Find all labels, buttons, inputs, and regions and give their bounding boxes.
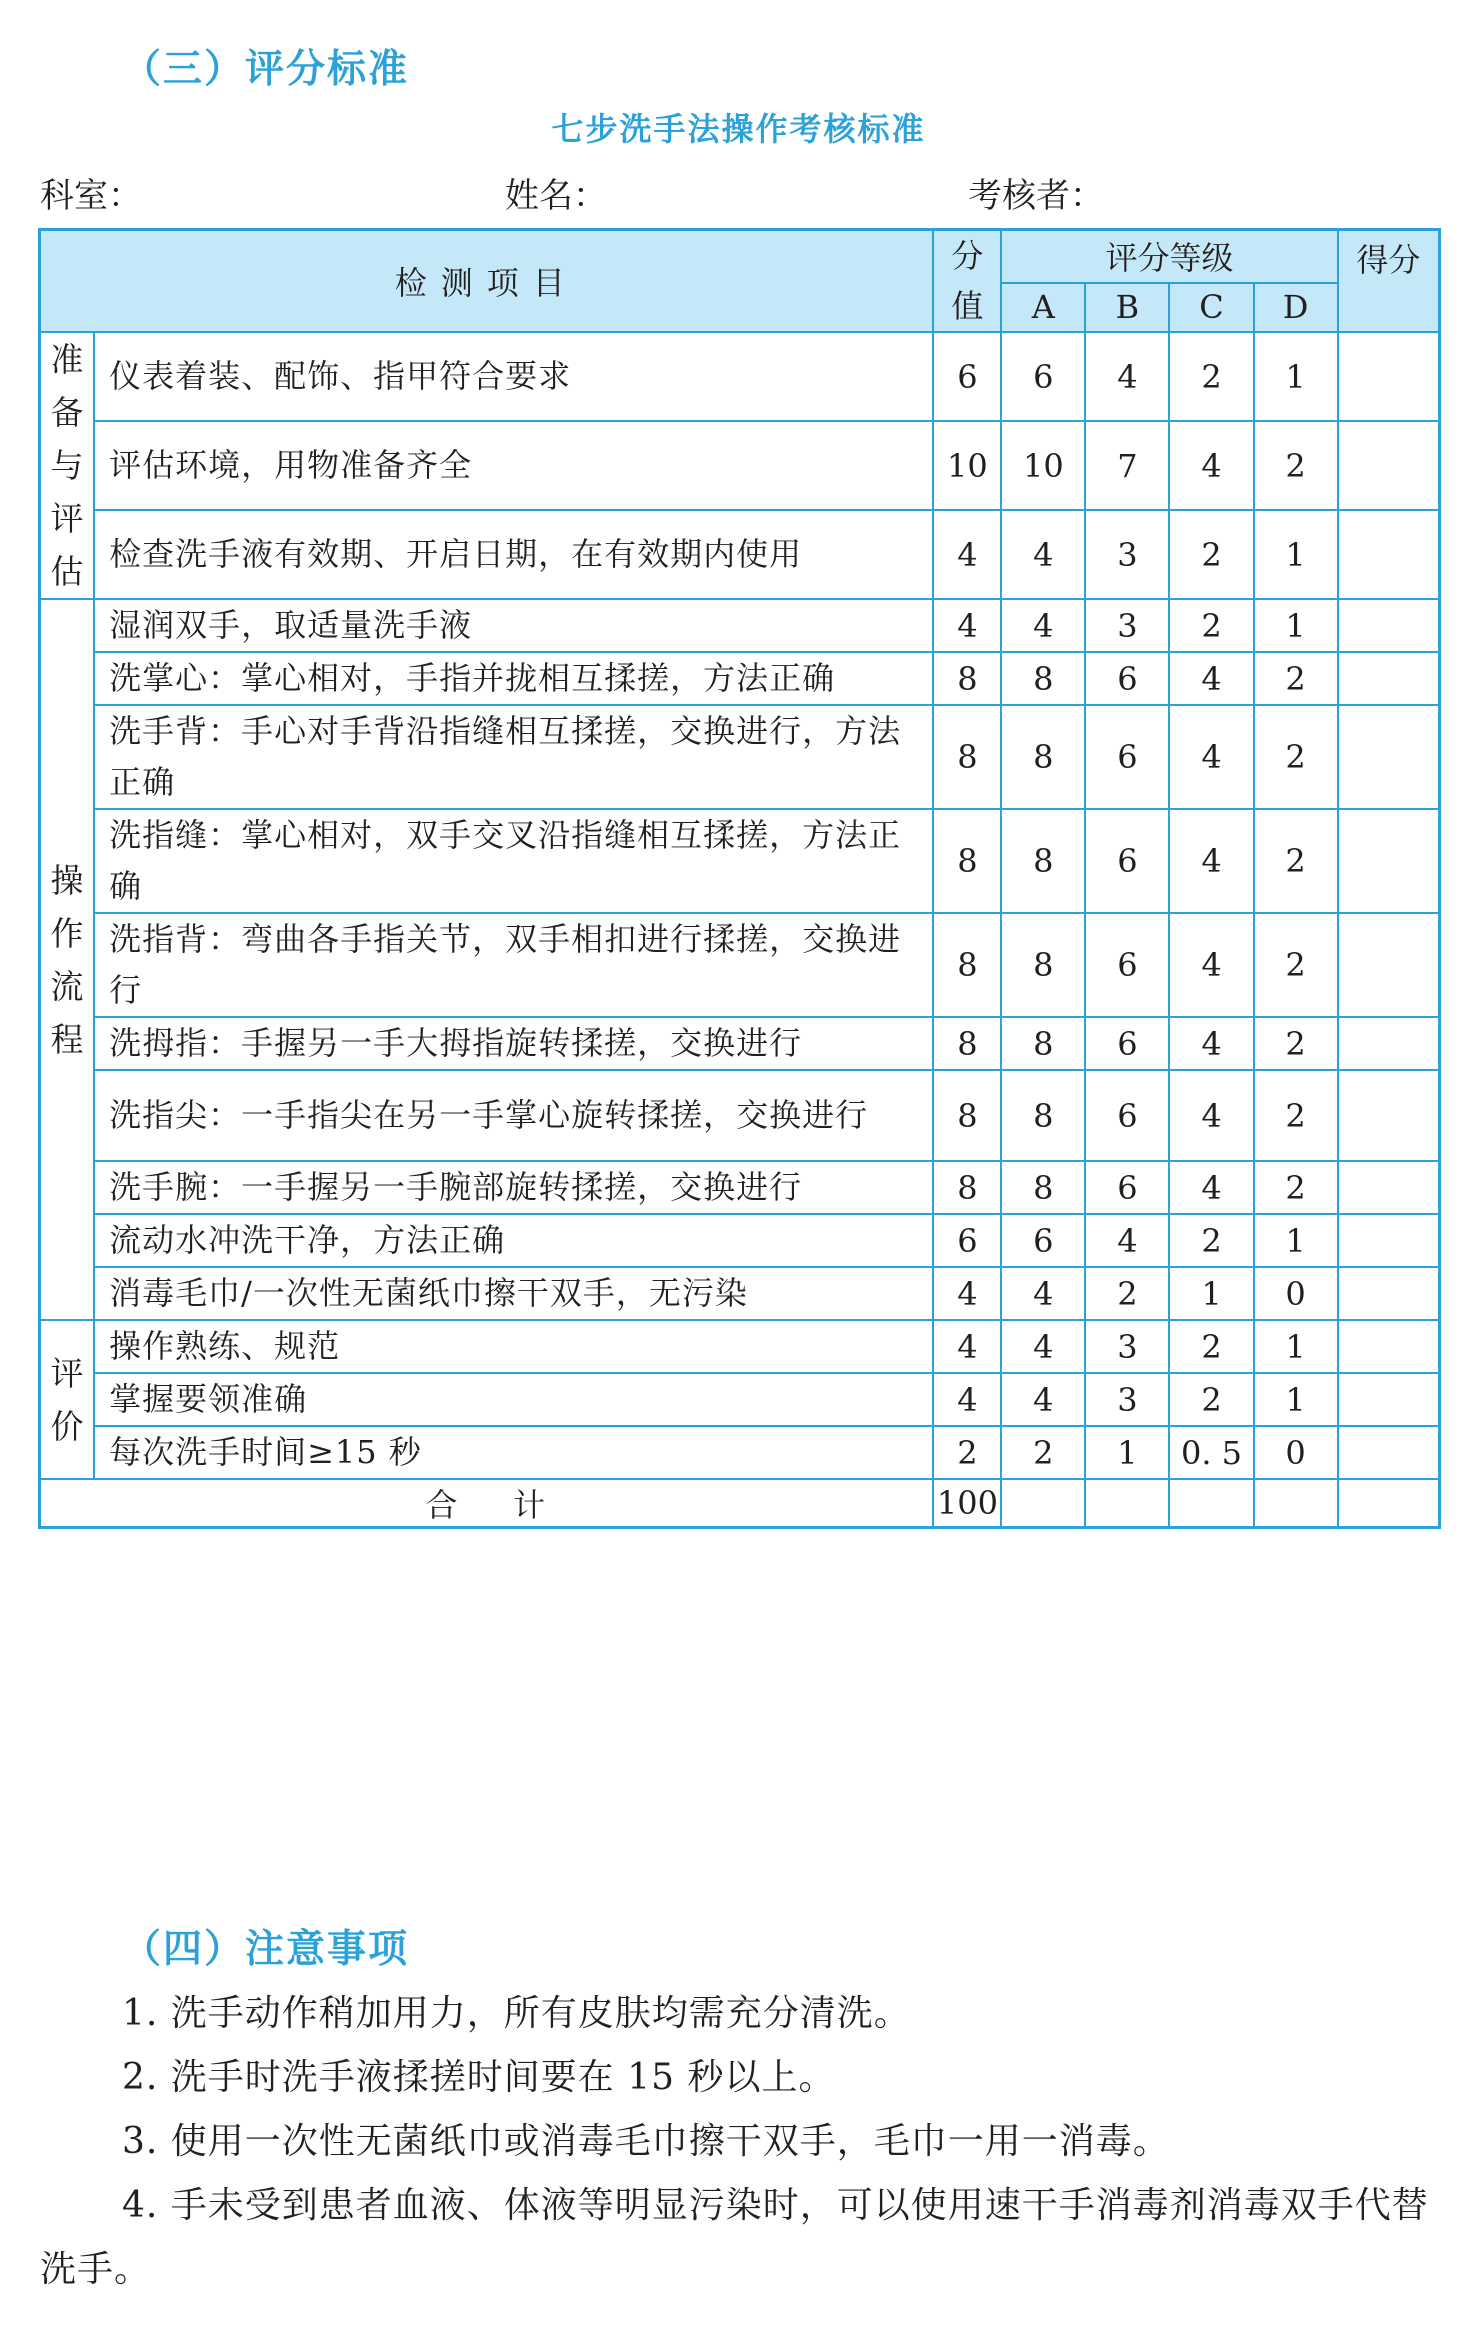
score-value-cell: 8	[933, 1161, 1001, 1214]
group-label: 准 备 与 评 估	[40, 332, 95, 599]
grade-b-cell: 6	[1085, 705, 1169, 809]
grade-a-cell: 8	[1001, 1070, 1085, 1161]
department-label: 科室：	[40, 176, 142, 216]
grade-a-cell: 8	[1001, 809, 1085, 913]
grade-c-cell: 2	[1169, 1320, 1253, 1373]
earned-score-cell	[1338, 913, 1440, 1017]
grade-c-cell: 4	[1169, 809, 1253, 913]
score-value-cell: 8	[933, 913, 1001, 1017]
grade-b-cell: 6	[1085, 1161, 1169, 1214]
earned-score-cell	[1338, 1017, 1440, 1070]
grade-c-cell: 0. 5	[1169, 1426, 1253, 1479]
table-row	[40, 1070, 1440, 1161]
item-text: 操作熟练、规范	[94, 1320, 933, 1373]
grade-a-cell: 4	[1001, 510, 1085, 599]
grade-b-cell: 6	[1085, 652, 1169, 705]
group-label: 评 价	[40, 1320, 95, 1479]
header-grade: 评分等级	[1001, 230, 1337, 283]
earned-score-cell	[1338, 510, 1440, 599]
score-value-cell: 8	[933, 1070, 1001, 1161]
earned-score-cell	[1338, 599, 1440, 652]
grade-b-cell: 6	[1085, 913, 1169, 1017]
grade-c-cell: 4	[1169, 1070, 1253, 1161]
item-text: 流动水冲洗干净，方法正确	[94, 1214, 933, 1267]
grade-b-cell: 4	[1085, 332, 1169, 421]
grade-c-cell: 4	[1169, 652, 1253, 705]
earned-score-cell	[1338, 652, 1440, 705]
grade-b-cell: 1	[1085, 1426, 1169, 1479]
grade-c-cell: 4	[1169, 913, 1253, 1017]
table-row	[40, 599, 1440, 652]
group-label: 操 作 流 程	[40, 599, 95, 1320]
grade-d-cell: 2	[1254, 421, 1338, 510]
header-item: 检测项目	[40, 230, 934, 333]
earned-score-cell	[1338, 809, 1440, 913]
grade-d-cell: 1	[1254, 332, 1338, 421]
earned-score-cell	[1338, 1161, 1440, 1214]
score-value-cell: 2	[933, 1426, 1001, 1479]
table-row	[40, 1017, 1440, 1070]
table-row	[40, 1161, 1440, 1214]
header-grade-a: A	[1001, 283, 1085, 332]
table-body	[40, 332, 1440, 1479]
grade-d-cell: 1	[1254, 1373, 1338, 1426]
total-cell	[1254, 1479, 1338, 1528]
grade-c-cell: 2	[1169, 1373, 1253, 1426]
score-value-cell: 4	[933, 1267, 1001, 1320]
grade-b-cell: 6	[1085, 1017, 1169, 1070]
notes-list	[40, 1982, 1440, 2302]
grade-c-cell: 4	[1169, 1161, 1253, 1214]
item-text: 湿润双手，取适量洗手液	[94, 599, 933, 652]
score-value-cell: 4	[933, 1320, 1001, 1373]
item-text: 洗手腕：一手握另一手腕部旋转揉搓，交换进行	[94, 1161, 933, 1214]
table-row	[40, 1426, 1440, 1479]
grade-a-cell: 10	[1001, 421, 1085, 510]
note-item: 4. 手未受到患者血液、体液等明显污染时，可以使用速干手消毒剂消毒双手代替洗手。	[40, 2185, 1429, 2290]
table-row	[40, 421, 1440, 510]
grade-d-cell: 2	[1254, 1161, 1338, 1214]
table-row	[40, 1214, 1440, 1267]
grade-b-cell: 3	[1085, 1373, 1169, 1426]
grade-a-cell: 8	[1001, 913, 1085, 1017]
grade-a-cell: 6	[1001, 1214, 1085, 1267]
header-grade-c: C	[1169, 283, 1253, 332]
item-text: 洗指尖：一手指尖在另一手掌心旋转揉搓，交换进行	[94, 1070, 933, 1161]
grade-d-cell: 2	[1254, 1070, 1338, 1161]
item-text: 洗指背：弯曲各手指关节，双手相扣进行揉搓，交换进行	[94, 913, 933, 1017]
grade-d-cell: 2	[1254, 809, 1338, 913]
grade-c-cell: 2	[1169, 510, 1253, 599]
name-label: 姓名：	[505, 176, 607, 216]
earned-score-cell	[1338, 705, 1440, 809]
grade-b-cell: 7	[1085, 421, 1169, 510]
grade-b-cell: 6	[1085, 1070, 1169, 1161]
grade-a-cell: 6	[1001, 332, 1085, 421]
table-row	[40, 1373, 1440, 1426]
score-value-cell: 8	[933, 809, 1001, 913]
grade-a-cell: 8	[1001, 705, 1085, 809]
table-row	[40, 510, 1440, 599]
grade-d-cell: 1	[1254, 510, 1338, 599]
header-grade-d: D	[1254, 283, 1338, 332]
item-text: 掌握要领准确	[94, 1373, 933, 1426]
item-text: 洗拇指：手握另一手大拇指旋转揉搓，交换进行	[94, 1017, 933, 1070]
note-item: 1. 洗手动作稍加用力，所有皮肤均需充分清洗。	[122, 1993, 911, 2034]
item-text: 仪表着装、配饰、指甲符合要求	[94, 332, 933, 421]
grade-a-cell: 4	[1001, 599, 1085, 652]
grade-a-cell: 4	[1001, 1320, 1085, 1373]
earned-score-cell	[1338, 1070, 1440, 1161]
earned-score-cell	[1338, 421, 1440, 510]
grade-a-cell: 4	[1001, 1267, 1085, 1320]
examiner-label: 考核者：	[968, 176, 1104, 216]
grade-c-cell: 1	[1169, 1267, 1253, 1320]
total-cell	[1338, 1479, 1440, 1528]
grade-b-cell: 6	[1085, 809, 1169, 913]
grade-a-cell: 4	[1001, 1373, 1085, 1426]
grade-a-cell: 8	[1001, 1161, 1085, 1214]
item-text: 洗手背：手心对手背沿指缝相互揉搓，交换进行，方法正确	[94, 705, 933, 809]
grade-d-cell: 0	[1254, 1267, 1338, 1320]
grade-a-cell: 8	[1001, 1017, 1085, 1070]
grade-c-cell: 4	[1169, 421, 1253, 510]
item-text: 洗指缝：掌心相对，双手交叉沿指缝相互揉搓，方法正确	[94, 809, 933, 913]
section-4-heading: （四）注意事项	[122, 1927, 410, 1972]
score-value-cell: 8	[933, 1017, 1001, 1070]
grade-b-cell: 3	[1085, 1320, 1169, 1373]
header-score-value: 分 值	[933, 230, 1001, 333]
grade-d-cell: 1	[1254, 599, 1338, 652]
item-text: 评估环境，用物准备齐全	[94, 421, 933, 510]
header-earned: 得分	[1338, 230, 1440, 333]
score-value-cell: 6	[933, 332, 1001, 421]
grade-d-cell: 2	[1254, 705, 1338, 809]
grade-c-cell: 4	[1169, 705, 1253, 809]
grade-c-cell: 4	[1169, 1017, 1253, 1070]
earned-score-cell	[1338, 1426, 1440, 1479]
score-value-cell: 8	[933, 705, 1001, 809]
score-value-cell: 4	[933, 510, 1001, 599]
grade-a-cell: 8	[1001, 652, 1085, 705]
grade-d-cell: 2	[1254, 913, 1338, 1017]
score-value-cell: 4	[933, 599, 1001, 652]
grade-c-cell: 2	[1169, 599, 1253, 652]
score-value-cell: 8	[933, 652, 1001, 705]
section-3-heading: （三）评分标准	[122, 47, 410, 92]
grade-c-cell: 2	[1169, 332, 1253, 421]
table-row	[40, 809, 1440, 913]
total-cell	[1169, 1479, 1253, 1528]
table-row	[40, 332, 1440, 421]
item-text: 洗掌心：掌心相对，手指并拢相互揉搓，方法正确	[94, 652, 933, 705]
table-row	[40, 1320, 1440, 1373]
earned-score-cell	[1338, 1214, 1440, 1267]
earned-score-cell	[1338, 1267, 1440, 1320]
grade-d-cell: 0	[1254, 1426, 1338, 1479]
item-text: 消毒毛巾/一次性无菌纸巾擦干双手，无污染	[94, 1267, 933, 1320]
total-value: 100	[933, 1479, 1001, 1528]
grade-b-cell: 4	[1085, 1214, 1169, 1267]
table-row	[40, 1267, 1440, 1320]
grade-a-cell: 2	[1001, 1426, 1085, 1479]
note-item: 3. 使用一次性无菌纸巾或消毒毛巾擦干双手，毛巾一用一消毒。	[122, 2121, 1170, 2162]
grade-b-cell: 2	[1085, 1267, 1169, 1320]
earned-score-cell	[1338, 1373, 1440, 1426]
scoring-table	[38, 228, 1441, 1529]
note-item: 2. 洗手时洗手液揉搓时间要在 15 秒以上。	[122, 2057, 836, 2098]
earned-score-cell	[1338, 1320, 1440, 1373]
item-text: 检查洗手液有效期、开启日期，在有效期内使用	[94, 510, 933, 599]
header-grade-b: B	[1085, 283, 1169, 332]
grade-d-cell: 2	[1254, 1017, 1338, 1070]
score-value-cell: 10	[933, 421, 1001, 510]
total-cell	[1085, 1479, 1169, 1528]
total-label: 合 计	[40, 1479, 934, 1528]
grade-b-cell: 3	[1085, 510, 1169, 599]
earned-score-cell	[1338, 332, 1440, 421]
grade-d-cell: 1	[1254, 1320, 1338, 1373]
table-row	[40, 705, 1440, 809]
score-value-cell: 4	[933, 1373, 1001, 1426]
document-title: 七步洗手法操作考核标准	[551, 110, 926, 148]
score-value-cell: 6	[933, 1214, 1001, 1267]
total-cell	[1001, 1479, 1085, 1528]
grade-d-cell: 2	[1254, 652, 1338, 705]
item-text: 每次洗手时间≥15 秒	[94, 1426, 933, 1479]
grade-b-cell: 3	[1085, 599, 1169, 652]
grade-d-cell: 1	[1254, 1214, 1338, 1267]
table-row	[40, 913, 1440, 1017]
grade-c-cell: 2	[1169, 1214, 1253, 1267]
table-row	[40, 652, 1440, 705]
